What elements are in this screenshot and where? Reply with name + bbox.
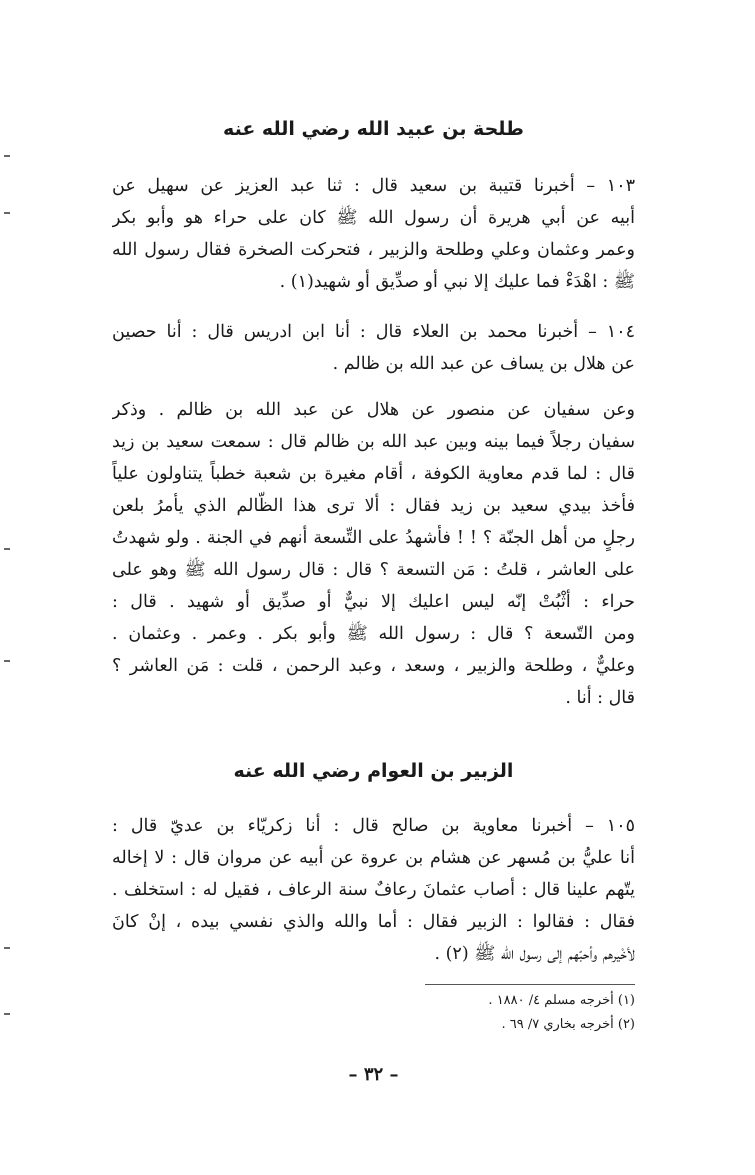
footnote-divider [425, 984, 635, 985]
text-line: سفيان رجلاً فيما بينه وبين عبد الله بن ظالم قال : سمعت سعيد بن زيد [112, 432, 635, 452]
text-line: أبيه عن أبي هريرة أن رسول الله ﷺ كان على حراء هو وأبو بكر [112, 208, 635, 228]
margin-mark [4, 155, 10, 157]
hadith-104 [112, 316, 635, 380]
text-line: على العاشر ، قلتُ : مَن التسعة ؟ قال : قال رسول الله ﷺ وهو على [112, 560, 635, 580]
text-line: ﷺ : اهْدَءْ فما عليك إلا نبي أو صدِّيق أو شهيد(١) . [279, 272, 635, 292]
text-line: فقال : فقالوا : الزبير فقال : أما والله والذي نفسي بيده ، إنْ كانَ [112, 912, 635, 932]
footnote-1: (١) أخرجه مسلم ٤/ ١٨٨٠ . [488, 993, 635, 1008]
text-line: وعليٌّ ، وطلحة والزبير ، وسعد ، وعبد الرحمن ، قلت : مَن العاشر ؟ [112, 656, 635, 676]
margin-mark [4, 947, 10, 949]
text-line: يتّهم علينا قال : أصاب عثمانَ رعافٌ سنة الرعاف ، فقيل له : استخلف . [112, 880, 635, 900]
text-line: عن هلال بن يساف عن عبد الله بن ظالم . [332, 354, 635, 374]
text-line: وعن سفيان عن منصور عن هلال عن عبد الله بن ظالم . وذكر [112, 400, 635, 420]
text-line: وعمر وعثمان وعلي وطلحة والزبير ، فتحركت الصخرة فقال رسول الله [112, 240, 635, 260]
text-line: ١٠٣ – أخبرنا قتيبة بن سعيد قال : ثنا عبد العزيز عن سهيل عن [112, 176, 635, 196]
text-line: أنا عليُّ بن مُسهر عن هشام بن عروة عن أبيه عن مروان قال : لا إخاله [112, 848, 635, 868]
hadith-103 [112, 170, 635, 298]
margin-mark [4, 548, 10, 550]
text-line: لأخْيرهم وأحبّهم إلى رسول الله ﷺ (٢) . [434, 944, 635, 964]
text-line: ١٠٥ – أخبرنا معاوية بن صالح قال : أنا زكريّاء بن عديّ قال : [112, 816, 635, 836]
margin-mark [4, 1013, 10, 1015]
hadith-104-continuation [112, 394, 635, 714]
text-line: رجلٍ من أهل الجنّة ؟ ! ! فأشهدُ على التِّسعة أنهم في الجنة . ولو شهدتُ [112, 528, 635, 548]
book-page [112, 0, 635, 1175]
page-number: – ٣٢ – [348, 1064, 399, 1085]
text-line: فأخذ بيدي سعيد بن زيد فقال : ألا ترى هذا الظّالم الذي يأمرُ بلعن [112, 496, 635, 516]
text-line: حراء : أثْبُتْ إنّه ليس اعليك إلا نبيٌّ أو صدِّيق أو شهيد . قال : [112, 592, 635, 612]
margin-mark [4, 212, 10, 214]
text-line: قال : لما قدم معاوية الكوفة ، أقام مغيرة بن شعبة خطباً يتناولون علياً [112, 464, 635, 484]
footnote-2: (٢) أخرجه بخاري ٧/ ٦٩ . [501, 1017, 635, 1032]
section-heading-talha: طلحة بن عبيد الله رضي الله عنه [223, 118, 524, 140]
margin-mark [4, 660, 10, 662]
text-line: ١٠٤ – أخبرنا محمد بن العلاء قال : أنا ابن ادريس قال : أنا حصين [112, 322, 635, 342]
hadith-105 [112, 810, 635, 970]
text-line: ومن التّسعة ؟ قال : رسول الله ﷺ وأبو بكر . وعمر . وعثمان . [112, 624, 635, 644]
section-heading-zubair: الزبير بن العوام رضي الله عنه [233, 760, 514, 782]
text-line: قال : أنا . [565, 688, 635, 708]
